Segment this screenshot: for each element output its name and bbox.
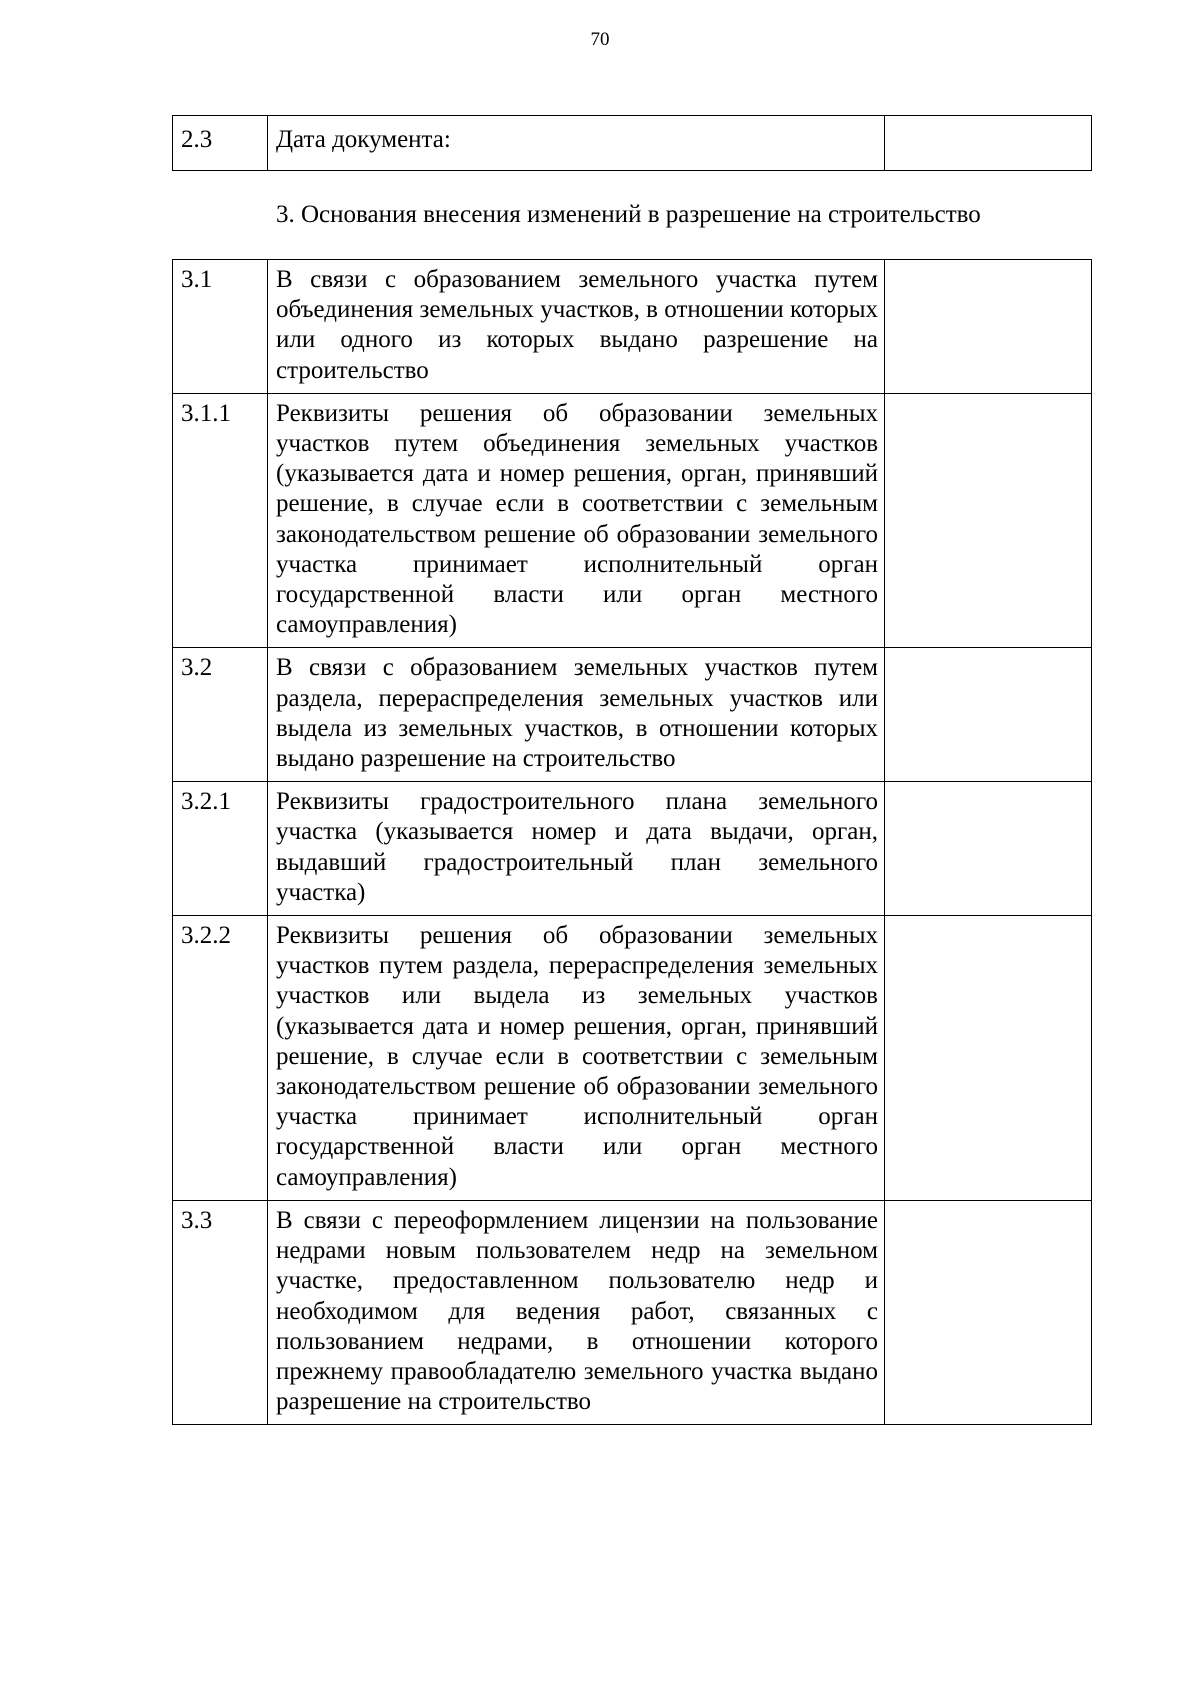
row-number: 3.2.2	[173, 916, 268, 1201]
row-value[interactable]	[885, 260, 1092, 394]
row-number: 3.2	[173, 648, 268, 782]
row-description: В связи с переоформлением лицензии на пользование недрами новым пользователем недр на земельном участке, предоставленном пользователю недр и необходимом для ведения работ, связанных с пользованием недрами, в отношении которого прежнему правообладателю земельного участка выдано разрешение на строительство	[268, 1200, 885, 1424]
row-number: 3.3	[173, 1200, 268, 1424]
table-row	[173, 260, 1092, 394]
row-value[interactable]	[885, 782, 1092, 916]
table-row	[173, 393, 1092, 648]
row-description: В связи с образованием земельных участков путем раздела, перераспределения земельных участков или выдела из земельных участков, в отношении которых выдано разрешение на строительство	[268, 648, 885, 782]
row-number: 3.1.1	[173, 393, 268, 648]
row-description: В связи с образованием земельного участка путем объединения земельных участков, в отношении которых или одного из которых выдано разрешение на строительство	[268, 260, 885, 394]
table-row	[173, 116, 1092, 171]
row-label: Дата документа:	[268, 116, 885, 171]
row-value[interactable]	[885, 916, 1092, 1201]
table-row	[173, 782, 1092, 916]
table-row	[173, 648, 1092, 782]
row-number: 2.3	[173, 116, 268, 171]
row-description: Реквизиты градостроительного плана земельного участка (указывается номер и дата выдачи, орган, выдавший градостроительный план земельного участка)	[268, 782, 885, 916]
row-value[interactable]	[885, 1200, 1092, 1424]
document-date-table	[172, 115, 1092, 171]
row-value[interactable]	[885, 393, 1092, 648]
row-description: Реквизиты решения об образовании земельных участков путем объединения земельных участков (указывается дата и номер решения, орган, принявший решение, в случае если в соответствии с земельным законодательством решение об образовании земельного участка принимает исполнительный орган государственной власти или орган местного самоуправления)	[268, 393, 885, 648]
page-number: 70	[590, 29, 610, 50]
row-number: 3.1	[173, 260, 268, 394]
section-heading: 3. Основания внесения изменений в разрешение на строительство	[276, 201, 981, 228]
row-value[interactable]	[885, 116, 1092, 171]
row-value[interactable]	[885, 648, 1092, 782]
table-row	[173, 1200, 1092, 1424]
grounds-table	[172, 259, 1092, 1425]
table-row	[173, 916, 1092, 1201]
row-number: 3.2.1	[173, 782, 268, 916]
row-description: Реквизиты решения об образовании земельных участков путем раздела, перераспределения земельных участков или выдела из земельных участков (указывается дата и номер решения, орган, принявший решение, в случае если в соответствии с земельным законодательством решение об образовании земельного участка принимает исполнительный орган государственной власти или орган местного самоуправления)	[268, 916, 885, 1201]
